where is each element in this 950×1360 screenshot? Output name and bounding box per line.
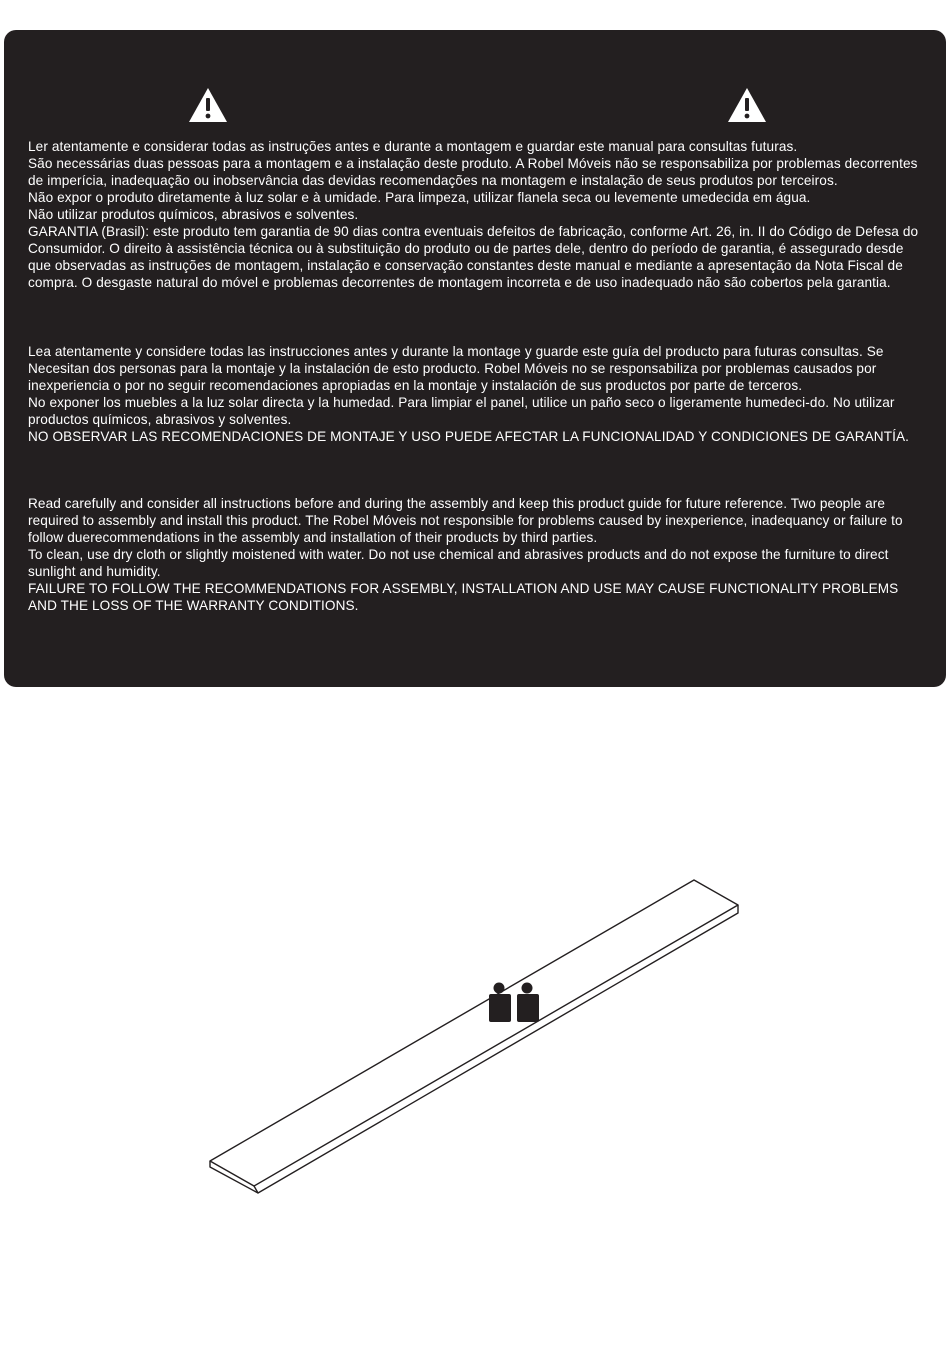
shelf-panel	[210, 880, 738, 1193]
instruction-paragraph: No exponer los muebles a la luz solar directa y la humedad. Para limpiar el panel, utilice un paño seco o ligeramente humedeci-do. No utilizar productos químicos, abrasivos y solventes.	[28, 395, 895, 427]
warning-panel	[4, 30, 946, 687]
warranty-paragraph: GARANTIA (Brasil): este produto tem garantia de 90 dias contra eventuais defeitos de fabricação, conforme Art. 26, in. II do Código de Defesa do Consumidor. O direito à assistência técnica ou à substituição do produto ou de partes dele, dentro do período de garantia, é assegurado desde que observadas as instruções de montagem, instalação e conservação constantes deste manual e mediante a apresentação da Nota Fiscal de compra. O desgaste natural do móvel e problemas decorrentes de montagem incorreta e de uso inadequado não são cobertos pela garantia.	[28, 224, 919, 290]
instruction-paragraph: São necessárias duas pessoas para a montagem e a instalação deste produto. A Robel Móveis não se responsabiliza por problemas decorrentes de imperícia, inadequação ou inobservância das devidas recomendações na montagem e instalação de seus produtos por terceiros.	[28, 156, 918, 188]
instruction-paragraph: Ler atentamente e considerar todas as instruções antes e durante a montagem e guardar este manual para consultas futuras.	[28, 139, 798, 154]
instruction-paragraph: Não utilizar produtos químicos, abrasivos e solventes.	[28, 207, 359, 222]
instructions-english	[28, 495, 928, 614]
warning-paragraph: FAILURE TO FOLLOW THE RECOMMENDATIONS FOR ASSEMBLY, INSTALLATION AND USE MAY CAUSE FUNCTIONALITY PROBLEMS AND THE LOSS OF THE WARRANTY CONDITIONS.	[28, 581, 899, 613]
warning-paragraph: NO OBSERVAR LAS RECOMENDACIONES DE MONTAJE Y USO PUEDE AFECTAR LA FUNCIONALIDAD Y CONDICIONES DE GARANTÍA.	[28, 429, 910, 444]
instruction-paragraph: Read carefully and consider all instructions before and during the assembly and keep this product guide for future reference. Two people are required to assembly and install this product. The Robel Móveis not responsible for problems caused by inexperience, inadequancy or failure to follow duerecommendations in the assembly and installation of their products by third parties.	[28, 496, 903, 545]
warning-triangle-icon	[187, 86, 229, 124]
warning-triangle-icon	[726, 86, 768, 124]
instructions-portuguese	[28, 138, 928, 291]
shelf-panel-drawing	[200, 870, 760, 1200]
instruction-paragraph: Não expor o produto diretamente à luz solar e à umidade. Para limpeza, utilizar flanela seca ou levemente umedecida em água.	[28, 190, 811, 205]
instructions-spanish	[28, 343, 928, 445]
instruction-paragraph: To clean, use dry cloth or slightly moistened with water. Do not use chemical and abrasives products and do not expose the furniture to direct sunlight and humidity.	[28, 547, 889, 579]
instruction-paragraph: Lea atentamente y considere todas las instrucciones antes y durante la montage y guarde este guía del producto para futuras consultas. Se Necesitan dos personas para la montaje y la instalación de esto producto. Robel Móveis no se responsabiliza por problemas causados por inexperiencia o por no seguir recomendaciones apropiadas en la montaje y instalación de sus productos por parte de terceros.	[28, 344, 884, 393]
